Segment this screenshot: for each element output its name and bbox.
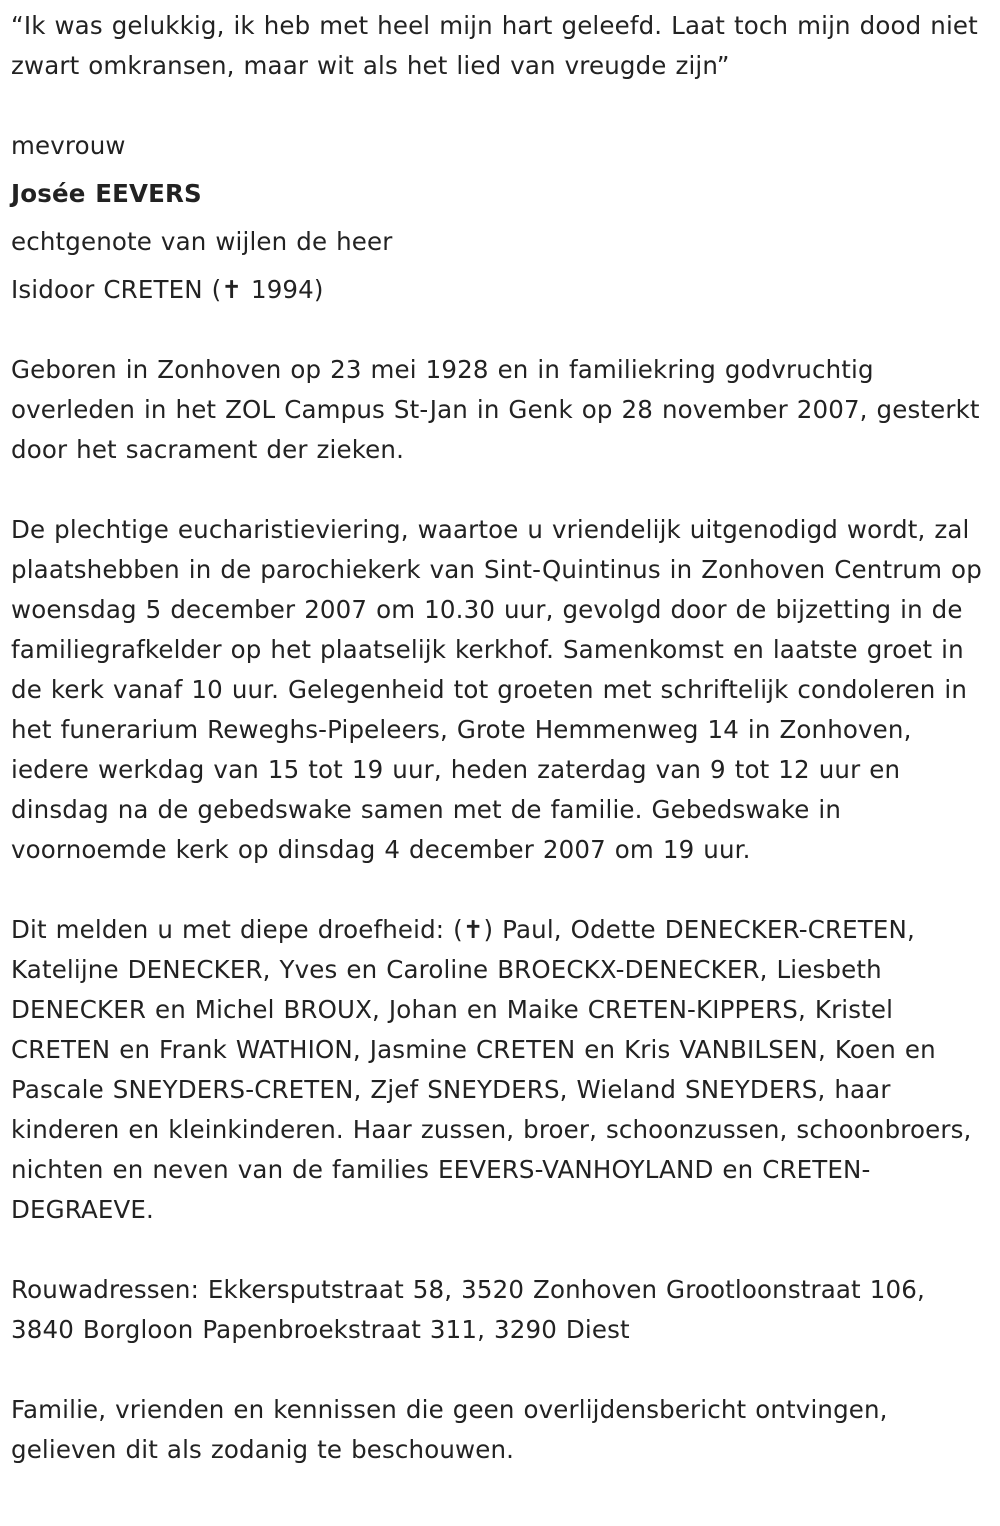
cross-icon: ✝ — [462, 915, 484, 944]
spacer — [11, 214, 990, 222]
family-paragraph — [11, 910, 990, 1230]
ceremony-paragraph: De plechtige eucharistieviering, waartoe u vriendelijk uitgenodigd wordt, zal plaatshebben in de parochiekerk van Sint-Quintinus in Zonhoven Centrum op woensdag 5 december 2007 om 10.30 uur, gevolgd door de bijzetting in de familiegrafkelder op het plaatselijk kerkhof. Samenkomst en laatste groet in de kerk vanaf 10 uur. Gelegenheid tot groeten met schriftelijk condoleren in het funerarium Reweghs-Pipeleers, Grote Hemmenweg 14 in Zonhoven, iedere werkdag van 15 tot 19 uur, heden zaterdag van 9 tot 12 uur en dinsdag na de gebedswake samen met de familie. Gebedswake in voornoemde kerk op dinsdag 4 december 2007 om 19 uur. — [11, 515, 982, 864]
addresses-paragraph: Rouwadressen: Ekkersputstraat 58, 3520 Zonhoven Grootloonstraat 106, 3840 Borgloon Papenbroekstraat 311, 3290 Diest — [11, 1275, 925, 1344]
spouse-name-line — [11, 270, 990, 310]
spouse-year: 1994) — [242, 275, 324, 304]
title-prefix: mevrouw — [11, 131, 126, 160]
spacer — [11, 86, 990, 126]
spacer — [11, 262, 990, 270]
spacer — [11, 166, 990, 174]
deceased-name: Josée EEVERS — [11, 179, 202, 208]
family-prefix: Dit melden u met diepe droefheid: ( — [11, 915, 463, 944]
spacer — [11, 310, 990, 350]
spacer — [11, 870, 990, 910]
birth-death-paragraph: Geboren in Zonhoven op 23 mei 1928 en in familiekring godvruchtig overleden in het ZOL Campus St-Jan in Genk op 28 november 2007, gesterkt door het sacrament der zieken. — [11, 355, 980, 464]
family-list: ) Paul, Odette DENECKER-CRETEN, Katelijne DENECKER, Yves en Caroline BROECKX-DENECKER, Liesbeth DENECKER en Michel BROUX, Johan en Maike CRETEN-KIPPERS, Kristel CRETEN en Frank WATHION, Jasmine CRETEN en Kris VANBILSEN, Koen en Pascale SNEYDERS-CRETEN, Zjef SNEYDERS, Wieland SNEYDERS, haar kinderen en kleinkinderen. Haar zussen, broer, schoonzussen, schoonbroers, nichten en neven van de families EEVERS-VANHOYLAND en CRETEN-DEGRAEVE. — [11, 915, 972, 1224]
spouse-name: Isidoor CRETEN ( — [11, 275, 222, 304]
spacer — [11, 1350, 990, 1390]
opening-quote: “Ik was gelukkig, ik heb met heel mijn hart geleefd. Laat toch mijn dood niet zwart omkransen, maar wit als het lied van vreugde zijn” — [11, 11, 978, 80]
spacer — [11, 1230, 990, 1270]
spacer — [11, 470, 990, 510]
cross-icon: ✝ — [221, 275, 243, 304]
spouse-line: echtgenote van wijlen de heer — [11, 227, 393, 256]
closing-paragraph: Familie, vrienden en kennissen die geen overlijdensbericht ontvingen, gelieven dit als zodanig te beschouwen. — [11, 1395, 888, 1464]
